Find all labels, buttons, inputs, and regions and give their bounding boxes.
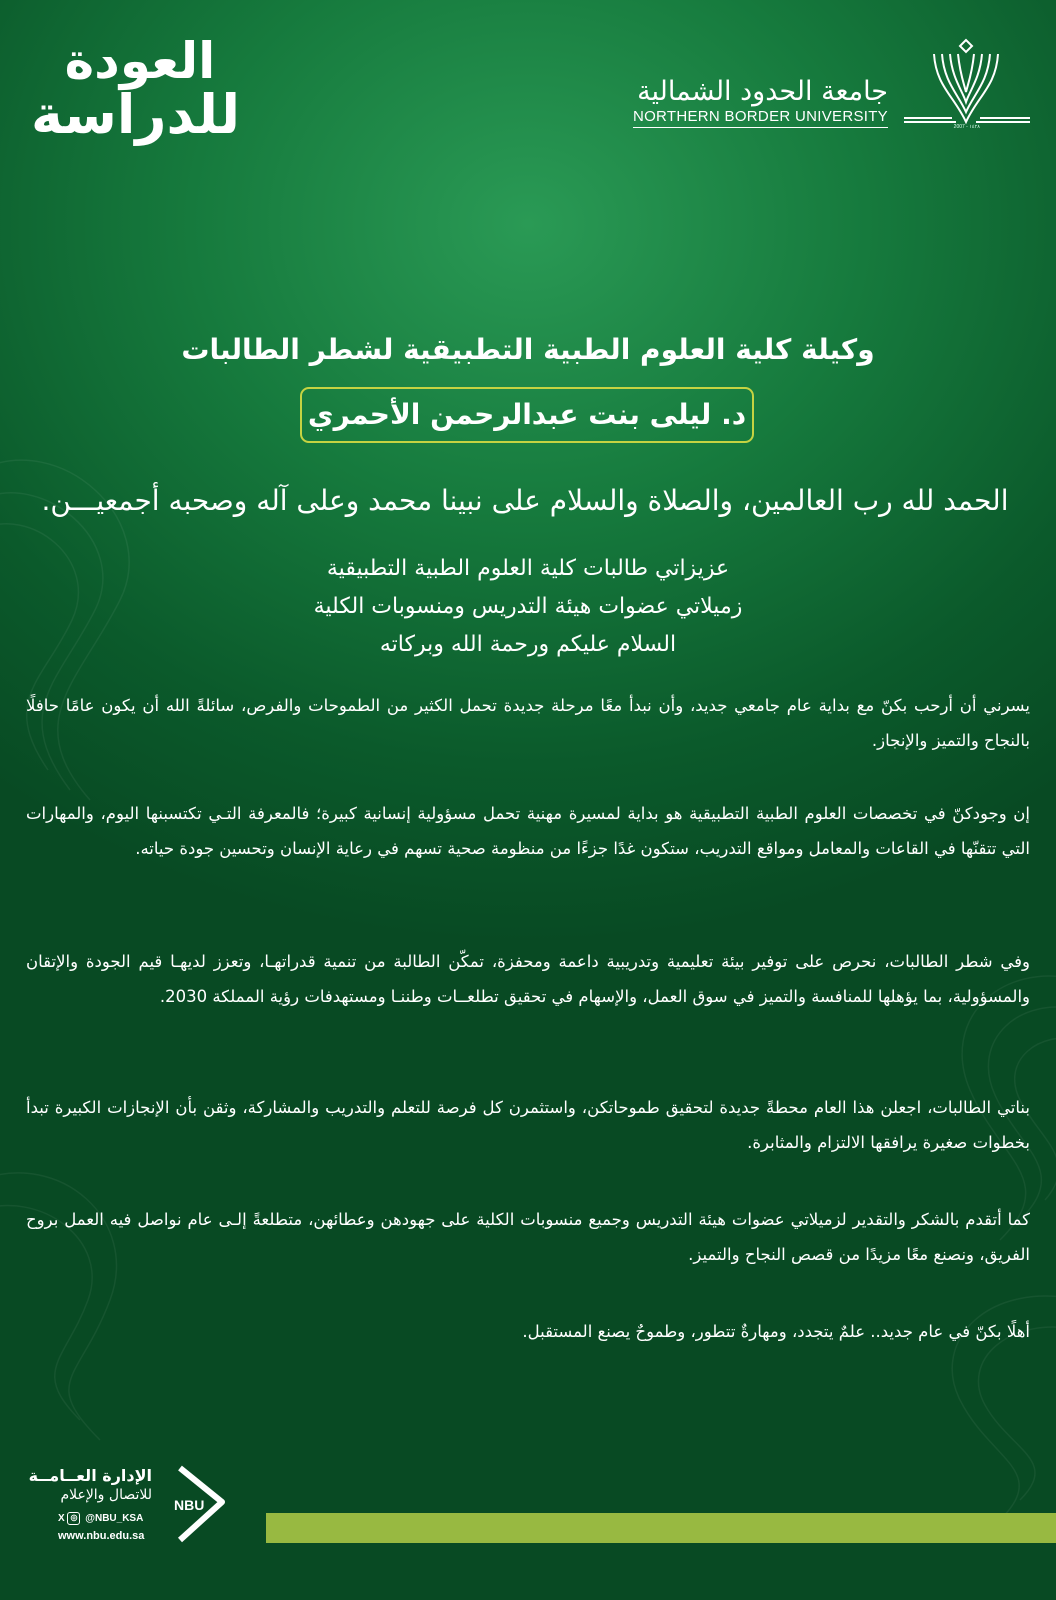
greeting-line-faculty: زميلاتي عضوات هيئة التدريس ومنسوبات الكلية (313, 594, 743, 619)
greeting-line-salam: السلام عليكم ورحمة الله وبركاته (379, 632, 677, 657)
opening-line: الحمد لله رب العالمين، والصلاة والسلام على نبينا محمد وعلى آله وصحبه أجمعيـــن. (41, 484, 1009, 517)
social-handle-row[interactable] (58, 1512, 143, 1525)
speaker-name-box: د. ليلى بنت عبدالرحمن الأحمري (300, 387, 754, 443)
footer-org-logo (28, 1462, 248, 1582)
brand-line-1: العودة (64, 32, 216, 90)
department-name-line1: الإدارة العــامــة (28, 1466, 152, 1485)
back-to-school-logo (31, 32, 240, 146)
greeting-line-students: عزيزاتي طالبات كلية العلوم الطبية التطبيقية (326, 556, 730, 581)
university-name-english: NORTHERN BORDER UNIVERSITY (633, 108, 888, 128)
university-est-year: 2007 - ١٤٢٨ (953, 124, 980, 130)
paragraph-specialties: إن وجودكنّ في تخصصات العلوم الطبية التطبيقية هو بداية لمسيرة مهنية تحمل مسؤولية إنسانية كبيرة؛ فالمعرفة التـي تكتسبنها اليوم، والمهارات التي تتقنّها في القاعات والمعامل ومواقع التدريب، ستكون غدًا جزءًا من منظومة صحية تسهم في رعاية الإنسان وتحسين جودة حياته. (26, 804, 1030, 858)
paragraph-closing: أهلًا بكنّ في عام جديد.. علمٌ يتجدد، ومهارةٌ تتطور، وطموحٌ يصنع المستقبل. (522, 1322, 1030, 1341)
department-name-line2: للاتصال والإعلام (60, 1487, 152, 1503)
university-emblem-icon (904, 36, 1030, 132)
x-icon: X (58, 1513, 65, 1524)
nbu-mark-icon (170, 1462, 238, 1548)
role-title: وكيلة كلية العلوم الطبية التطبيقية لشطر الطالبات (181, 333, 875, 366)
brand-line-2: للدراسة (31, 83, 240, 146)
university-logo (632, 36, 1030, 136)
instagram-icon: ◎ (67, 1512, 80, 1525)
university-name-arabic: جامعة الحدود الشمالية (637, 76, 888, 107)
paragraph-welcome: يسرني أن أرحب بكنّ مع بداية عام جامعي جديد، وأن نبدأ معًا مرحلة جديدة تحمل الكثير من الطموحات والفرص، سائلةً الله أن يكون عامًا حافلًا بالنجاح والتميز والإنجاز. (26, 696, 1030, 750)
paragraph-students: بناتي الطالبات، اجعلن هذا العام محطةً جديدة لتحقيق طموحاتكن، واستثمرن كل فرصة للتعلم والتدريب والمشاركة، وثقن بأن الإنجازات الكبيرة تبدأ بخطوات صغيرة يرافقها الالتزام والمثابرة. (26, 1098, 1030, 1152)
nbu-mark-text: NBU (174, 1497, 205, 1513)
social-handle: @NBU_KSA (85, 1513, 144, 1524)
footer-accent-bar (266, 1513, 1056, 1543)
paragraph-thanks: كما أتقدم بالشكر والتقدير لزميلاتي عضوات هيئة التدريس وجميع منسوبات الكلية على جهودهن وعطائهن، متطلعةً إلـى عام نواصل فيه العمل بروح الفريق، ونصنع معًا مزيدًا من قصص النجاح والتميز. (26, 1210, 1030, 1264)
paragraph-environment: وفي شطر الطالبات، نحرص على توفير بيئة تعليمية وتدريبية داعمة ومحفزة، تمكّن الطالبة من تنمية قدراتهـا، وتعزز لديهـا قيم الجودة والإتقان والمسؤولية، بما يؤهلها للمنافسة والتميز في سوق العمل، والإسهام في تحقيق تطلعــات وطننـا ومستهدفات رؤية المملكة 2030. (26, 952, 1030, 1006)
greetings-block (0, 550, 1056, 664)
website-link[interactable]: www.nbu.edu.sa (58, 1530, 145, 1542)
